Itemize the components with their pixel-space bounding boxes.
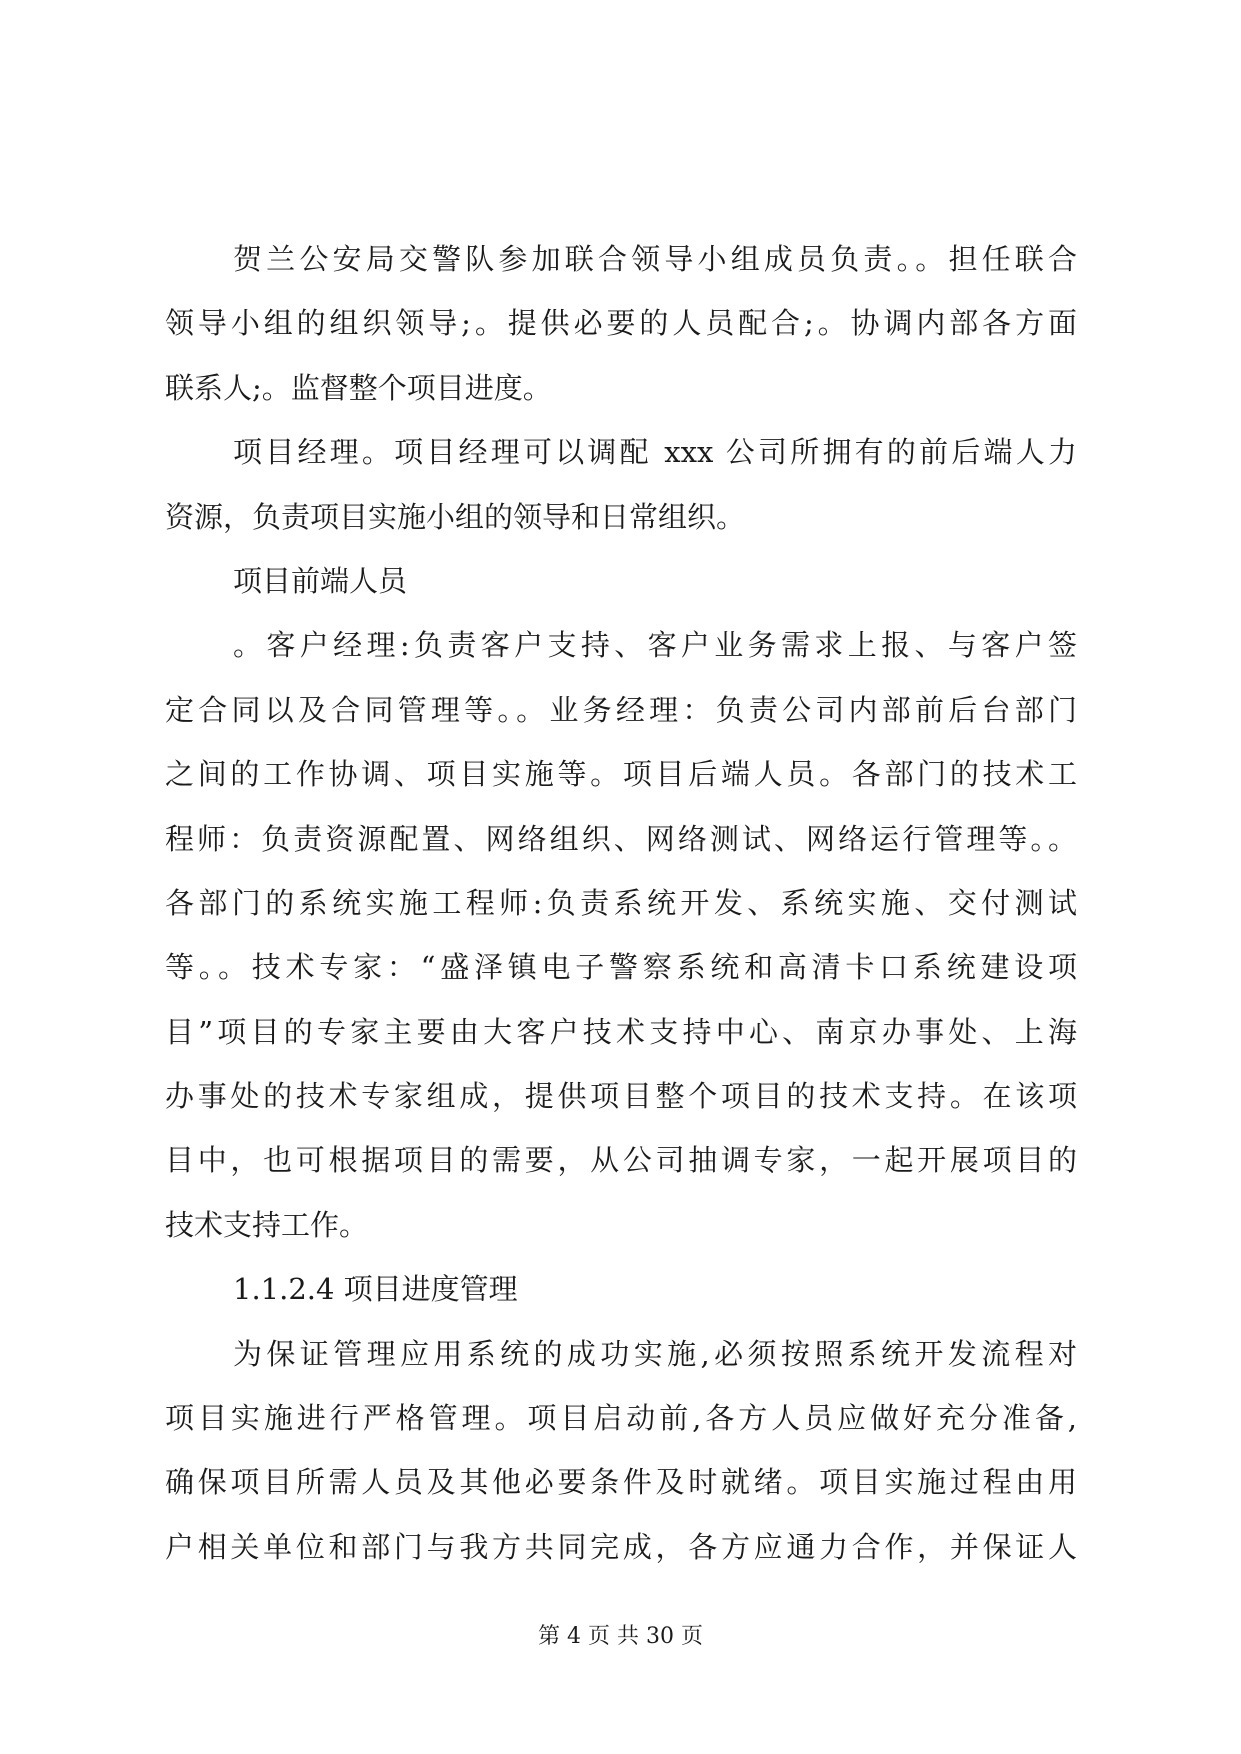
- text-line: 办事处的技术专家组成，提供项目整个项目的技术支持。在该项: [165, 1079, 1077, 1114]
- section-heading: 1.1.2.4 项目进度管理: [233, 1272, 518, 1307]
- text-line: 定合同以及合同管理等。。业务经理：负责公司内部前后台部门: [165, 692, 1077, 727]
- text-line: 技术支持工作。: [165, 1207, 369, 1242]
- text-line: 项目经理。项目经理可以调配 xxx 公司所拥有的前后端人力: [233, 435, 1077, 470]
- text-line: 目”项目的专家主要由大客户技术支持中心、南京办事处、上海: [165, 1014, 1077, 1049]
- text-line: 为保证管理应用系统的成功实施,必须按照系统开发流程对: [233, 1336, 1077, 1371]
- text-line: 等。。技术专家：“盛泽镇电子警察系统和高清卡口系统建设项: [165, 950, 1077, 985]
- body-text: [165, 227, 1077, 1579]
- text-line: 各部门的系统实施工程师:负责系统开发、系统实施、交付测试: [165, 885, 1077, 920]
- text-line: 领导小组的组织领导;。提供必要的人员配合;。协调内部各方面: [165, 306, 1077, 341]
- text-line: 目中，也可根据项目的需要，从公司抽调专家，一起开展项目的: [165, 1143, 1077, 1178]
- text-line: 贺兰公安局交警队参加联合领导小组成员负责。。担任联合: [233, 242, 1077, 276]
- text-line: 资源，负责项目实施小组的领导和日常组织。: [165, 499, 746, 534]
- text-line: 程师：负责资源配置、网络组织、网络测试、网络运行管理等。。: [165, 821, 1077, 856]
- text-line: 之间的工作协调、项目实施等。项目后端人员。各部门的技术工: [165, 757, 1077, 792]
- section-heading: 项目前端人员: [233, 563, 408, 598]
- page-footer: 第 4 页 共 30 页: [538, 1624, 703, 1649]
- text-line: 。客户经理:负责客户支持、客户业务需求上报、与客户签: [233, 628, 1077, 663]
- text-line: 确保项目所需人员及其他必要条件及时就绪。项目实施过程由用: [165, 1465, 1077, 1500]
- text-line: 联系人;。监督整个项目进度。: [165, 370, 552, 405]
- text-line: 项目实施进行严格管理。项目启动前,各方人员应做好充分准备,: [165, 1401, 1077, 1436]
- text-line: 户相关单位和部门与我方共同完成，各方应通力合作，并保证人: [165, 1529, 1077, 1564]
